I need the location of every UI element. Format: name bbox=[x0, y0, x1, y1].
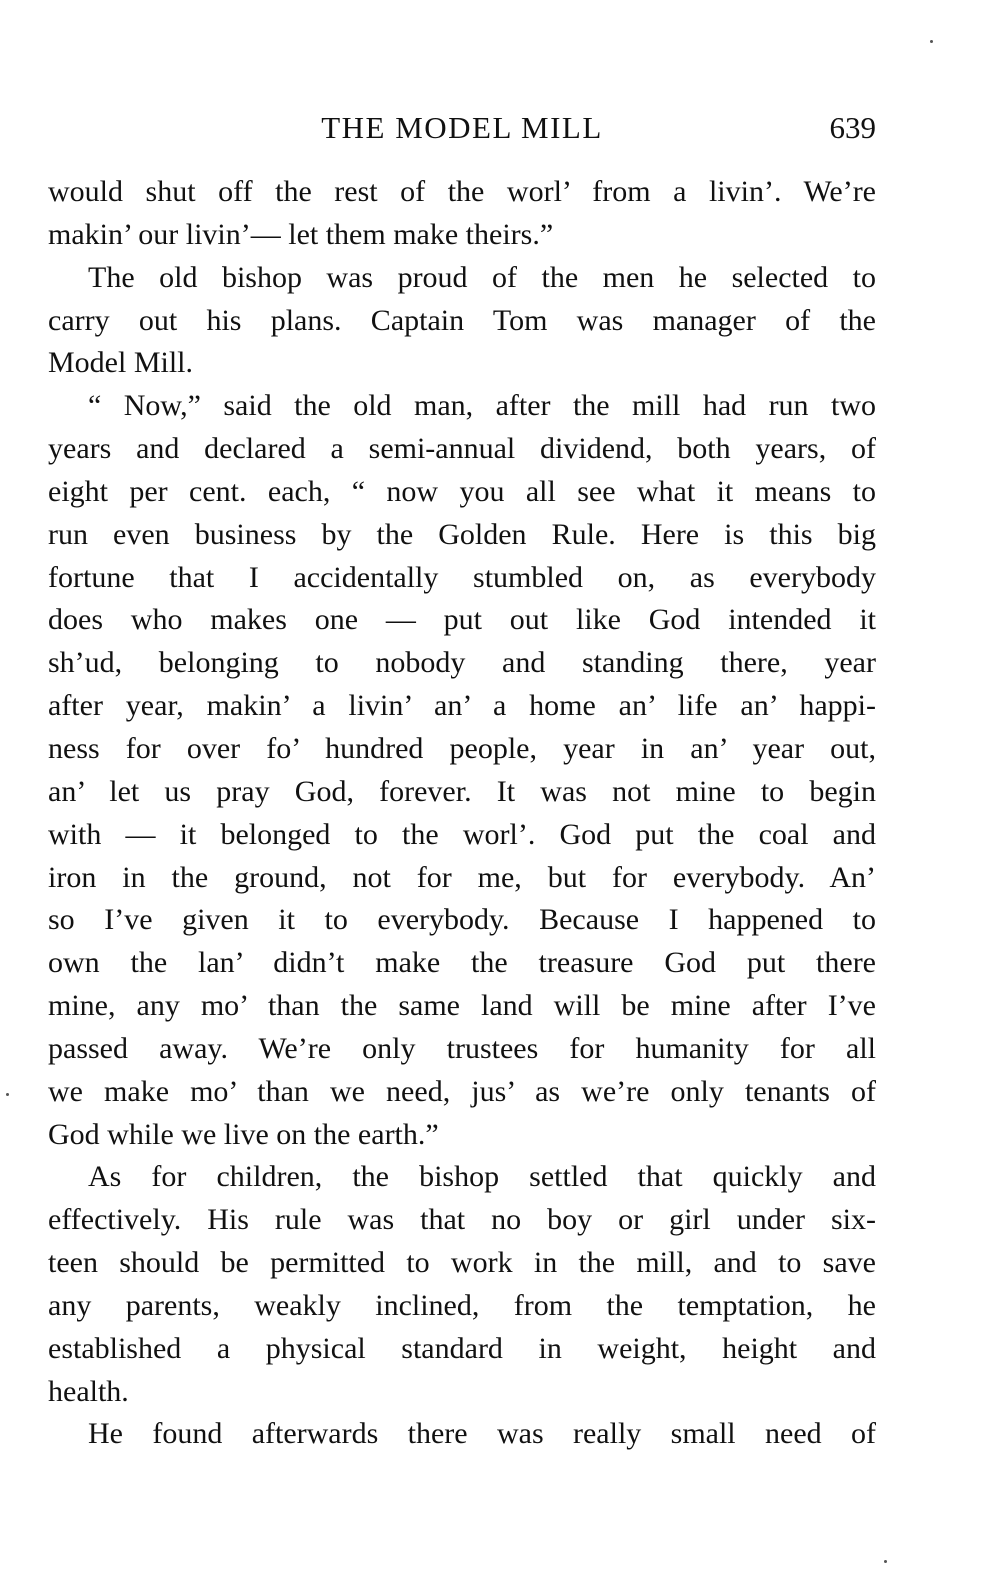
paragraph-1 bbox=[48, 171, 876, 257]
running-title: THE MODEL MILL bbox=[321, 110, 603, 145]
text-line: The old bishop was proud of the men he selected to bbox=[88, 260, 876, 294]
text-line: ness for over fo’ hundred people, year in an’ year out, bbox=[48, 731, 876, 765]
paragraph-4 bbox=[48, 1156, 876, 1413]
scan-speck bbox=[6, 1093, 9, 1096]
text-line: any parents, weakly inclined, from the temptation, he bbox=[48, 1288, 876, 1322]
paragraph-2 bbox=[48, 257, 876, 386]
page-number: 639 bbox=[829, 110, 876, 145]
scan-speck bbox=[930, 40, 933, 43]
text-line: would shut off the rest of the worl’ from a livin’. We’re bbox=[48, 175, 876, 208]
text-line: health. bbox=[48, 1374, 129, 1408]
text-line: makin’ our livin’— let them make theirs.” bbox=[48, 217, 554, 251]
text-line: an’ let us pray God, forever. It was not mine to begin bbox=[48, 774, 876, 808]
text-line: does who makes one — put out like God intended it bbox=[48, 603, 876, 637]
text-line: years and declared a semi-annual dividend, both years, of bbox=[48, 432, 876, 466]
text-line: As for children, the bishop settled that quickly and bbox=[88, 1160, 876, 1194]
text-line: eight per cent. each, “ now you all see what it means to bbox=[48, 474, 876, 508]
text-line: so I’ve given it to everybody. Because I happened to bbox=[48, 903, 876, 937]
text-line: with — it belonged to the worl’. God put the coal and bbox=[48, 817, 876, 851]
text-line: fortune that I accidentally stumbled on, as everybody bbox=[48, 560, 876, 594]
paragraph-3 bbox=[48, 385, 876, 1156]
text-line: teen should be permitted to work in the mill, and to save bbox=[48, 1246, 876, 1280]
text-line: He found afterwards there was really small need of bbox=[88, 1417, 876, 1451]
text-line: own the lan’ didn’t make the treasure God put there bbox=[48, 946, 876, 980]
text-line: we make mo’ than we need, jus’ as we’re only tenants of bbox=[48, 1074, 876, 1108]
text-line: established a physical standard in weight, height and bbox=[48, 1331, 876, 1365]
text-line: after year, makin’ a livin’ an’ a home an’ life an’ happi- bbox=[48, 689, 876, 723]
text-line: mine, any mo’ than the same land will be mine after I’ve bbox=[48, 989, 876, 1023]
text-line: effectively. His rule was that no boy or girl under six- bbox=[48, 1203, 876, 1237]
paragraph-5 bbox=[48, 1413, 876, 1456]
text-line: God while we live on the earth.” bbox=[48, 1117, 439, 1151]
text-line: iron in the ground, not for me, but for everybody. An’ bbox=[48, 860, 876, 894]
scan-speck bbox=[884, 1560, 887, 1563]
text-line: sh’ud, belonging to nobody and standing there, year bbox=[48, 646, 876, 680]
text-line: passed away. We’re only trustees for humanity for all bbox=[48, 1031, 876, 1065]
body-text bbox=[48, 171, 876, 1456]
text-line: Model Mill. bbox=[48, 346, 194, 380]
text-line: carry out his plans. Captain Tom was manager of the bbox=[48, 303, 876, 337]
running-head bbox=[48, 104, 876, 152]
text-line: “ Now,” said the old man, after the mill had run two bbox=[88, 389, 876, 423]
text-line: run even business by the Golden Rule. Here is this big bbox=[48, 517, 876, 551]
